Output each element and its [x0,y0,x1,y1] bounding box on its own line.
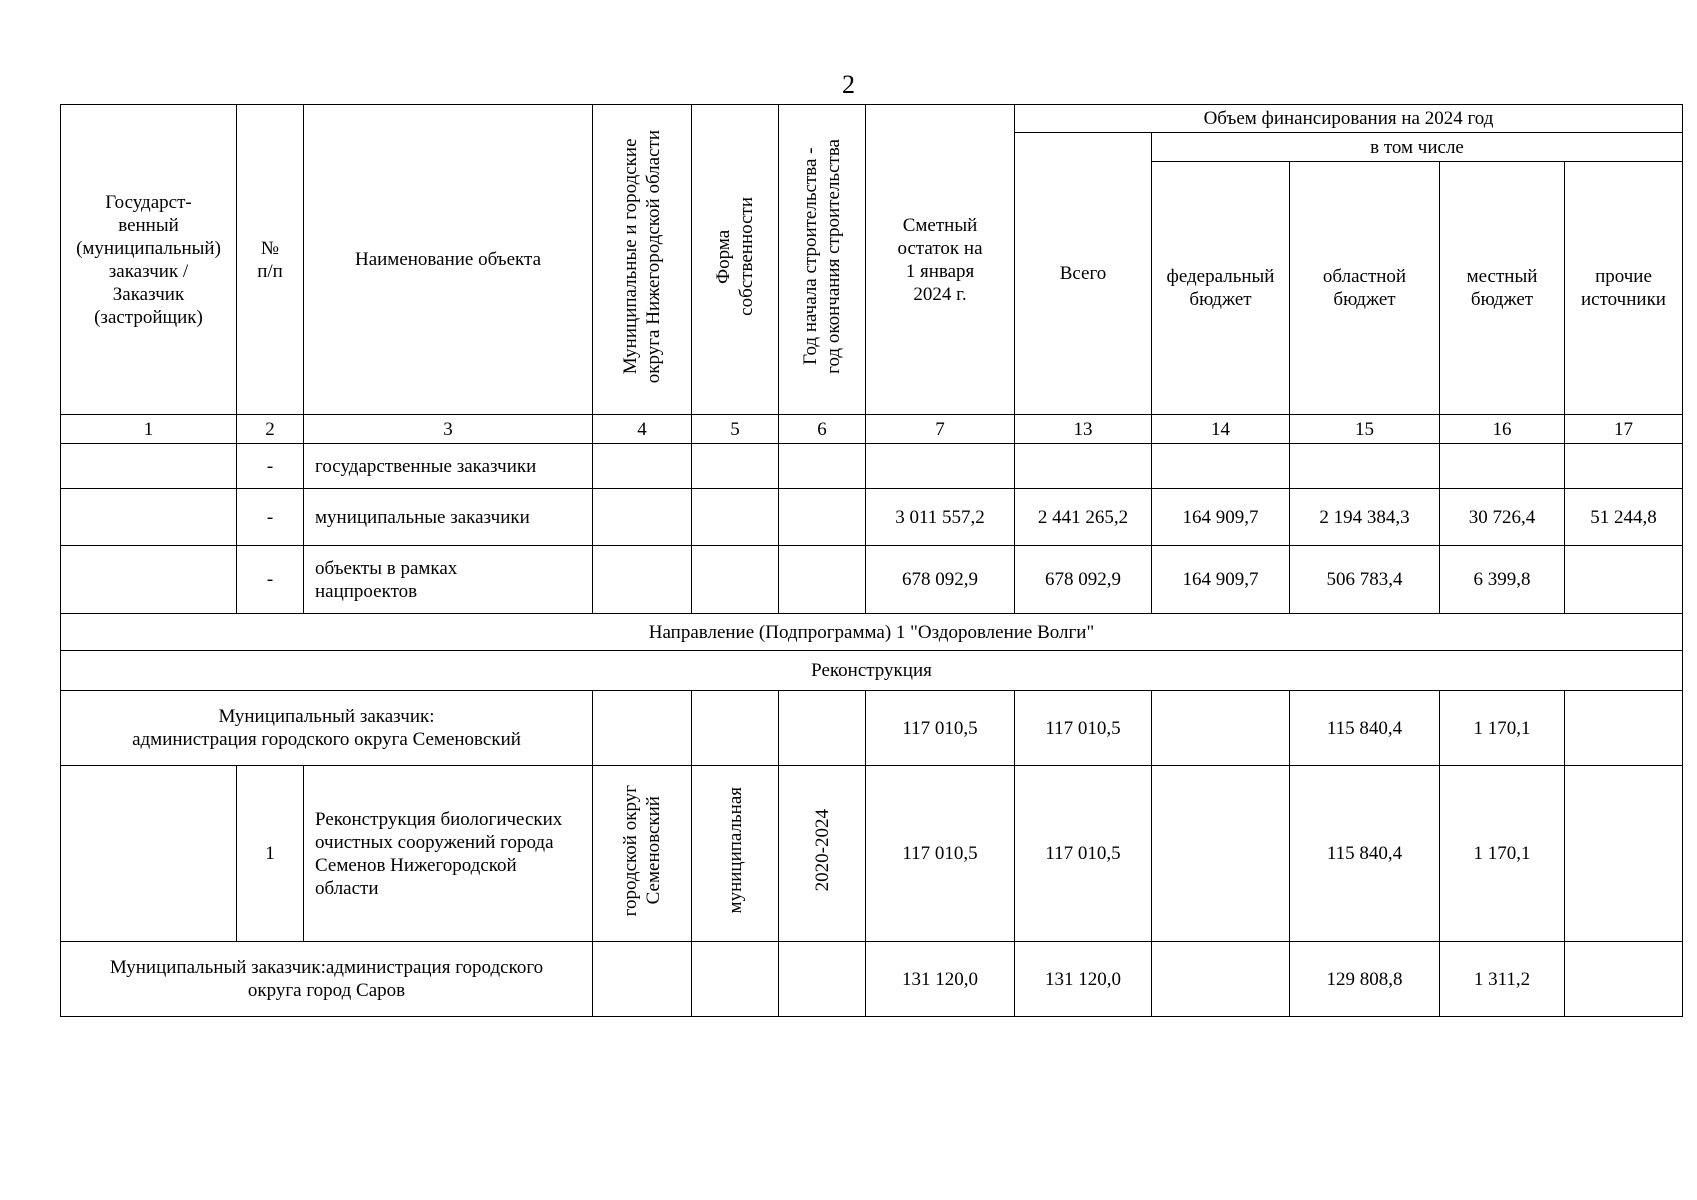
years-cell [779,489,866,546]
header-regional: областной бюджет [1290,162,1440,415]
row-number: - [237,546,304,614]
total-cell: 117 010,5 [1015,766,1152,942]
federal-cell [1152,766,1290,942]
municipality-cell [593,489,692,546]
estimate-cell: 117 010,5 [866,766,1015,942]
table-row [61,489,1683,546]
header-federal: федеральный бюджет [1152,162,1290,415]
column-number: 7 [866,415,1015,444]
section-row: Реконструкция [61,651,1683,691]
customer-cell [61,489,237,546]
municipality-cell [593,942,692,1017]
header-years-cell [779,105,866,415]
municipality-cell [593,691,692,766]
other-cell [1565,444,1683,489]
header-years: Год начала строительства - год окончания строительства [800,139,844,374]
table-row [61,546,1683,614]
column-number: 17 [1565,415,1683,444]
ownership-cell [692,489,779,546]
column-number: 6 [779,415,866,444]
years-cell [779,942,866,1017]
customer-group-row [61,691,1683,766]
other-cell [1565,766,1683,942]
header-including: в том числе [1152,133,1683,162]
object-name: Реконструкция биологических очистных сооружений города Семенов Нижегородской области [304,766,593,942]
other-cell: 51 244,8 [1565,489,1683,546]
header-municipality: Муниципальные и городские округа Нижегородской области [620,129,664,384]
column-number: 4 [593,415,692,444]
federal-cell [1152,691,1290,766]
federal-cell [1152,444,1290,489]
total-cell: 117 010,5 [1015,691,1152,766]
object-name: муниципальные заказчики [304,489,593,546]
ownership-cell [692,942,779,1017]
customer-cell [61,766,237,942]
customer-group-label: Муниципальный заказчик: администрация городского округа Семеновский [61,691,593,766]
column-number: 14 [1152,415,1290,444]
regional-cell: 2 194 384,3 [1290,489,1440,546]
funding-table [60,104,1683,1017]
column-number: 1 [61,415,237,444]
object-municipality: городской округ Семеновский [620,784,664,917]
header-total: Всего [1015,133,1152,415]
customer-cell [61,444,237,489]
column-numbers-row [61,415,1683,444]
direction-row: Направление (Подпрограмма) 1 "Оздоровление Волги" [61,614,1683,651]
total-cell: 678 092,9 [1015,546,1152,614]
regional-cell: 115 840,4 [1290,766,1440,942]
header-ownership: Форма собственности [713,197,757,316]
column-number: 2 [237,415,304,444]
estimate-cell: 3 011 557,2 [866,489,1015,546]
total-cell: 2 441 265,2 [1015,489,1152,546]
ownership-cell [692,444,779,489]
federal-cell [1152,942,1290,1017]
row-number: - [237,489,304,546]
column-number: 5 [692,415,779,444]
customer-cell [61,546,237,614]
other-cell [1565,691,1683,766]
header-estimate: Сметный остаток на 1 января 2024 г. [866,105,1015,415]
header-object-name: Наименование объекта [304,105,593,415]
object-name: государственные заказчики [304,444,593,489]
page-number: 2 [842,70,855,99]
table-row [61,444,1683,489]
row-number: - [237,444,304,489]
row-number: 1 [237,766,304,942]
customer-group-label: Муниципальный заказчик:администрация городского округа город Саров [61,942,593,1017]
object-name: объекты в рамках нацпроектов [304,546,593,614]
other-cell [1565,546,1683,614]
other-cell [1565,942,1683,1017]
estimate-cell: 117 010,5 [866,691,1015,766]
total-cell [1015,444,1152,489]
regional-cell: 129 808,8 [1290,942,1440,1017]
regional-cell: 115 840,4 [1290,691,1440,766]
header-customer: Государст- венный (муниципальный) заказчик / Заказчик (застройщик) [61,105,237,415]
ownership-cell [692,691,779,766]
header-funding-group: Объем финансирования на 2024 год [1015,105,1683,133]
estimate-cell: 678 092,9 [866,546,1015,614]
years-cell [779,444,866,489]
ownership-cell [692,766,779,942]
object-years: 2020-2024 [811,809,833,892]
column-number: 3 [304,415,593,444]
header-number: № п/п [237,105,304,415]
years-cell [779,766,866,942]
local-cell: 30 726,4 [1440,489,1565,546]
estimate-cell [866,444,1015,489]
local-cell: 1 170,1 [1440,691,1565,766]
local-cell: 6 399,8 [1440,546,1565,614]
header-other: прочие источники [1565,162,1683,415]
years-cell [779,691,866,766]
header-ownership-cell [692,105,779,415]
header-municipality-cell [593,105,692,415]
header-local: местный бюджет [1440,162,1565,415]
regional-cell [1290,444,1440,489]
municipality-cell [593,444,692,489]
local-cell: 1 311,2 [1440,942,1565,1017]
municipality-cell [593,766,692,942]
local-cell [1440,444,1565,489]
years-cell [779,546,866,614]
estimate-cell: 131 120,0 [866,942,1015,1017]
federal-cell: 164 909,7 [1152,489,1290,546]
ownership-cell [692,546,779,614]
column-number: 16 [1440,415,1565,444]
object-row [61,766,1683,942]
regional-cell: 506 783,4 [1290,546,1440,614]
object-ownership: муниципальная [724,787,746,914]
municipality-cell [593,546,692,614]
customer-group-row [61,942,1683,1017]
total-cell: 131 120,0 [1015,942,1152,1017]
federal-cell: 164 909,7 [1152,546,1290,614]
local-cell: 1 170,1 [1440,766,1565,942]
column-number: 13 [1015,415,1152,444]
column-number: 15 [1290,415,1440,444]
